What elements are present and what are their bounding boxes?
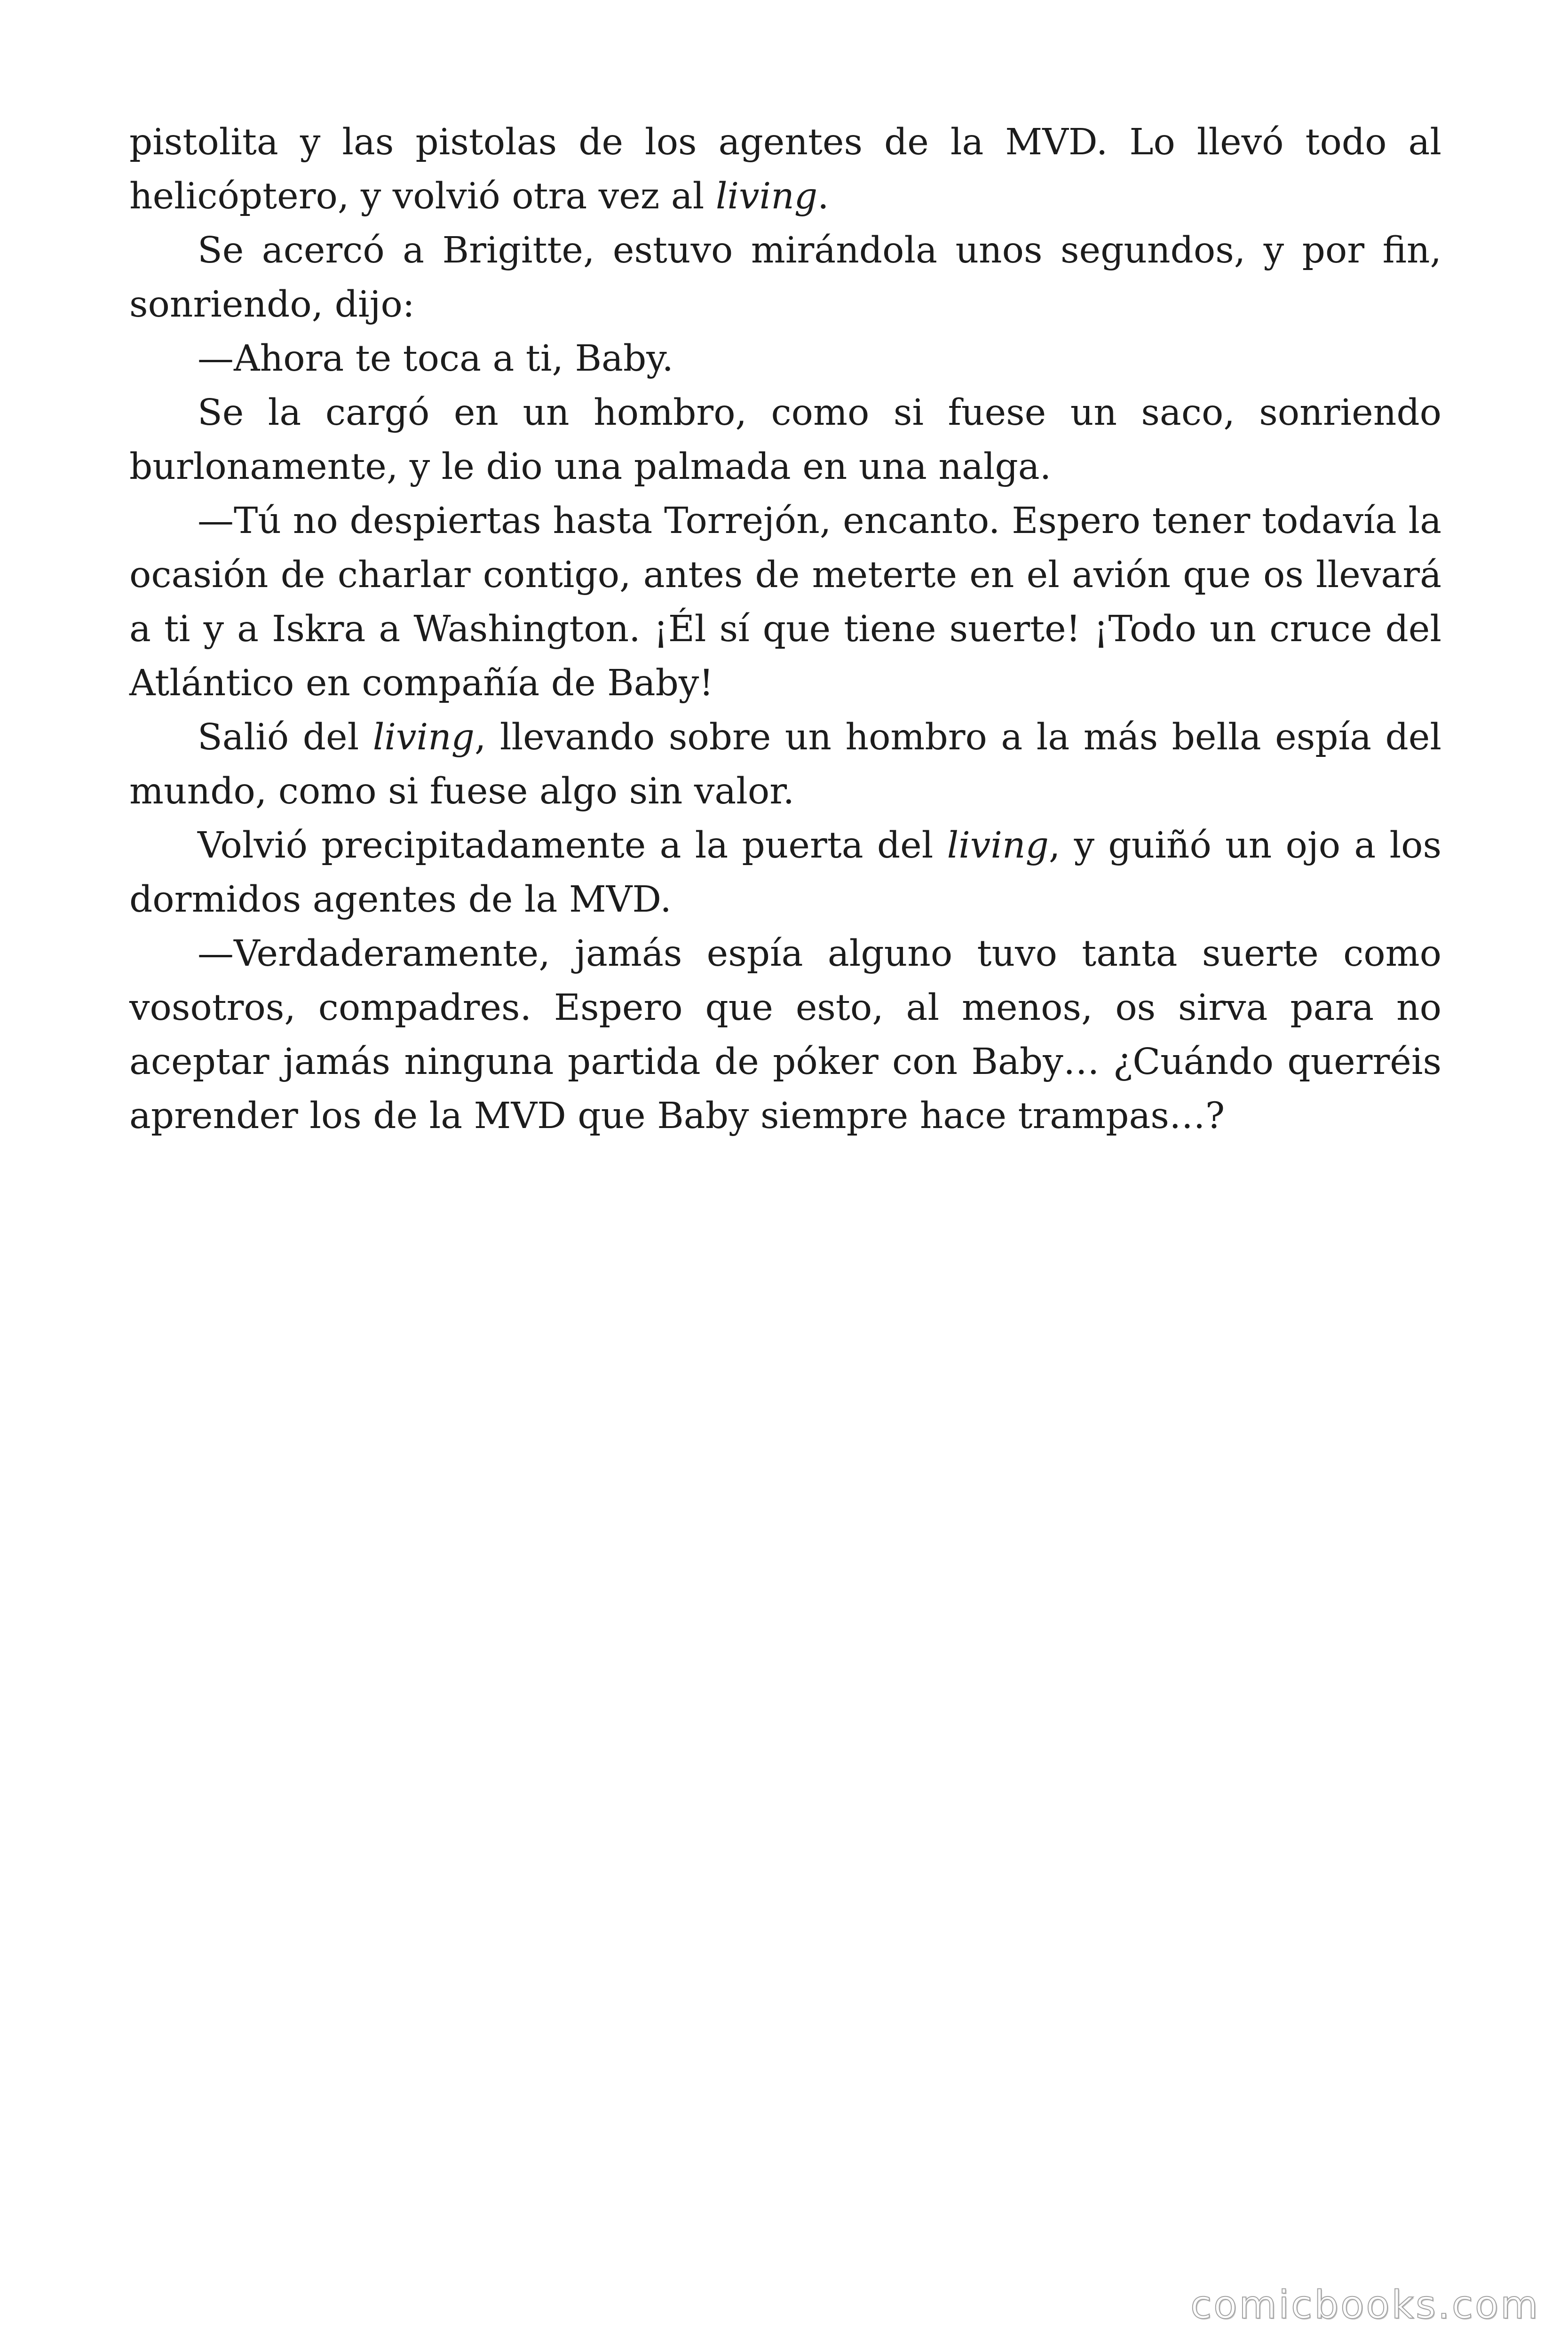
paragraph-text: pistolita y las pistolas de los agentes de la MVD. Lo llevó todo al helicóptero, y volvió otra vez al (129, 121, 1441, 217)
page-body-text (129, 115, 1441, 1143)
paragraph (129, 115, 1441, 223)
paragraph-text: —Verdaderamente, jamás espía alguno tuvo tanta suerte como vosotros, compadres. Espero que esto, al menos, os sirva para no aceptar jamás ninguna partida de póker con Baby… ¿Cuándo querréis aprender los de la MVD que Baby siempre hace trampas…? (129, 933, 1441, 1137)
paragraph (129, 927, 1441, 1143)
paragraph (129, 332, 1441, 386)
paragraph-text: Volvió precipitadamente a la puerta del (198, 825, 947, 866)
italic-word: living (715, 175, 818, 217)
paragraph-text: —Tú no despiertas hasta Torrejón, encanto. Espero tener todavía la ocasión de charlar contigo, antes de meterte en el avión que os llevará a ti y a Iskra a Washington. ¡Él sí que tiene suerte! ¡Todo un cruce del Atlántico en compañía de Baby! (129, 500, 1441, 704)
paragraph (129, 223, 1441, 332)
paragraph-text: . (817, 175, 829, 217)
paragraph (129, 710, 1441, 818)
paragraph-text: Salió del (198, 716, 373, 758)
paragraph-text: , llevando sobre un hombro a la más bella espía del mundo, como si fuese algo sin valor. (129, 716, 1441, 812)
paragraph-text: Se acercó a Brigitte, estuvo mirándola unos segundos, y por fin, sonriendo, dijo: (129, 230, 1441, 326)
paragraph-text: —Ahora te toca a ti, Baby. (198, 338, 673, 380)
paragraph-text: Se la cargó en un hombro, como si fuese un saco, sonriendo burlonamente, y le dio una palmada en una nalga. (129, 392, 1441, 488)
paragraph (129, 494, 1441, 710)
paragraph (129, 818, 1441, 927)
paragraph (129, 386, 1441, 494)
site-watermark: comicbooks.com (1190, 2283, 1540, 2328)
italic-word: living (372, 716, 475, 758)
italic-word: living (947, 825, 1049, 866)
paragraph-text: , y guiñó un ojo a los dormidos agentes de la MVD. (129, 825, 1441, 921)
